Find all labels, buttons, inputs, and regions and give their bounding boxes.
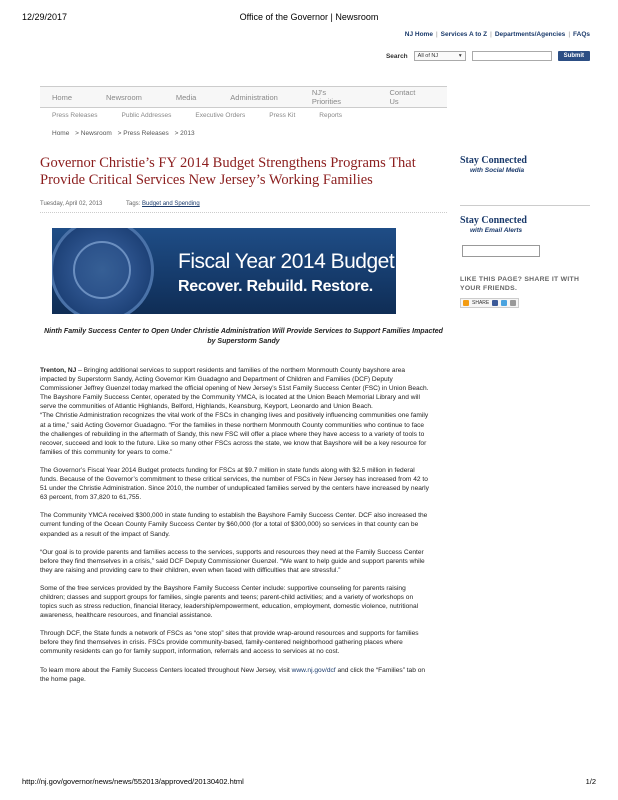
subnav-reports[interactable]: Reports [319,112,343,119]
dcf-link[interactable]: www.nj.gov/dcf [291,666,336,674]
nav-media[interactable]: Media [175,92,197,102]
nav-home[interactable]: Home [52,92,73,102]
paragraph-8: To learn more about the Family Success Centers located throughout New Jersey, visit www.nj.gov/dcf and click the “Families” tab on the home page. [40,666,426,683]
subnav-public-addresses[interactable]: Public Addresses [121,112,172,119]
article-meta [40,200,447,213]
article-body [40,366,432,693]
banner-slogan: Recover. Rebuild. Restore. [178,278,373,295]
breadcrumb [52,130,199,137]
email-alerts-block[interactable] [460,215,590,234]
search-scope-value: All of NJ [417,53,439,59]
paragraph-1: Trenton, NJ – Bringing additional services to support residents and families of the northern Monmouth County bayshore area impacted by Superstorm Sandy, Acting Governor Kim Guadagno and Department of Children and Families (DCF) Deputy Commissioner Jeffrey Guenzel today marked the official opening of New Jersey’s 51st Family Success Center (FSC) in Union Beach. The Bayshore Family Success Center, operated by the Community YMCA, is located at the Union Beach Memorial Library and will serve the communities of Atlantic Highlands, Belford, Highlands, Keansburg, Keyport, Leonardo and Union Beach. [40,367,429,411]
dateline: Trenton, NJ [40,367,77,374]
print-title: Office of the Governor | Newsroom [239,12,379,22]
page-url: http://nj.gov/governor/news/news/552013/approved/20130402.html [22,777,244,786]
share-label: SHARE [472,300,490,306]
share-button[interactable] [460,298,519,308]
search-input[interactable] [472,51,552,61]
print-footer [22,777,596,789]
budget-banner [52,228,396,314]
nj-home-link[interactable]: NJ Home [404,31,433,38]
sub-nav [52,112,366,122]
breadcrumb-newsroom[interactable]: > Newsroom [75,130,112,137]
social-media-block[interactable] [460,155,590,174]
departments-agencies-link[interactable]: Departments/Agencies [494,31,566,38]
twitter-icon [501,300,507,306]
sidebar-divider [460,205,590,206]
nav-administration[interactable]: Administration [230,92,278,102]
print-date: 12/29/2017 [22,12,68,22]
email-icon [510,300,516,306]
breadcrumb-home[interactable]: Home [52,130,70,137]
article-tags [126,201,200,207]
email-subtitle: with Email Alerts [470,227,523,234]
nav-contact[interactable]: Contact Us [389,88,416,106]
nav-priorities[interactable]: NJ's Priorities [311,88,342,106]
email-input[interactable] [462,245,540,257]
chevron-down-icon: ▾ [458,53,462,59]
paragraph-6: Some of the free services provided by the Bayshore Family Success Center include: supportive counseling for parents raising children; classes and support groups for families, single parents and teens; parent-child activities; and a variety of workshops on topics such as stress reduction, financial literacy, leadership/empowerment, education, employment, domestic violence, nutritional awareness, healthcare resources, and financial assistance. [40,584,419,620]
tags-label: Tags: [126,201,141,207]
print-header [22,12,596,26]
paragraph-7: Through DCF, the State funds a network of FSCs as “one stop” sites that provide wrap-around resources and supports for families before they find themselves in crisis. FSCs provide community-based, family-centered neighborhood gathering places where community residents can go for family support, information, referrals and access to services at no cost. [40,630,419,656]
share-icon [463,300,469,306]
paragraph-4: The Community YMCA received $300,000 in state funding to establish the Bayshore Family Success Center. DCF also increased the current funding of the Ocean County Family Success Center by $60,000 (for a total of $300,000) so services in that county can be expanded as a result of the impact of Sandy. [40,512,428,538]
search-scope-select[interactable] [414,51,466,61]
main-nav [40,86,447,108]
article-date: Tuesday, April 02, 2013 [40,201,103,207]
paragraph-2: “The Christie Administration recognizes the vital work of the FSCs in changing lives and positively influencing communities one family at a time,” said Acting Governor Guadagno. “For the families in these northern Monmouth County communities who continue to face the challenges of rebuilding in the aftermath of Sandy, this new FSC will offer a place where they have access to a variety of tools to recover, succeed and look to the future. Like so many other FSCs across the state, we know that Bayshore will be a key resource for families of this community for years to come.” [40,412,429,456]
subnav-press-kit[interactable]: Press Kit [269,112,296,119]
facebook-icon [492,300,498,306]
banner-headline: Fiscal Year 2014 Budget [178,250,395,273]
subnav-executive-orders[interactable]: Executive Orders [195,112,246,119]
page-number: 1/2 [585,777,596,786]
subnav-press-releases[interactable]: Press Releases [52,112,98,119]
share-prompt: LIKE THIS PAGE? SHARE IT WITH YOUR FRIENDS. [460,276,580,292]
submit-button[interactable]: Submit [558,51,590,61]
social-subtitle: with Social Media [470,167,525,174]
nav-newsroom[interactable]: Newsroom [106,92,142,102]
breadcrumb-year[interactable]: > 2013 [174,130,195,137]
state-seal-icon [52,228,154,314]
search-bar [386,50,590,62]
breadcrumb-press-releases[interactable]: > Press Releases [117,130,169,137]
services-a-to-z-link[interactable]: Services A to Z [440,31,488,38]
paragraph-3: The Governor’s Fiscal Year 2014 Budget protects funding for FSCs at $9.7 million in state funds along with $2.5 million in federal funds. Because of the Governor’s commitment to these critical services, the number of FSCs in New Jersey has increased from 42 to 51 under the Christie Administration. Since 2010, the number of unduplicated families served by the centers have increased by nearly 63 percent, from 37,820 to 61,755. [40,466,429,502]
article-title: Governor Christie’s FY 2014 Budget Strengthens Programs That Provide Critical Services New Jersey’s Working Families [40,155,416,188]
faqs-link[interactable]: FAQs [573,31,590,38]
article-subtitle: Ninth Family Success Center to Open Under Christie Administration Will Provide Services to Support Families Impacted by Superstorm Sandy [44,328,443,345]
top-links: NJ Home | Services A to Z | Departments/Agencies | FAQs [404,31,590,38]
search-label: Search [385,52,408,60]
paragraph-5: “Our goal is to provide parents and families access to the services, supports and resources they need at the Family Success Center before they find themselves in a crisis,” said DCF Deputy Commissioner Guenzel. “We want to help guide and support parents while they are raising and providing care to their children, even when faced with difficulties that are stressful.” [40,548,425,574]
social-title: Stay Connected [460,155,527,166]
email-title: Stay Connected [460,215,527,226]
tag-link[interactable]: Budget and Spending [142,201,200,207]
